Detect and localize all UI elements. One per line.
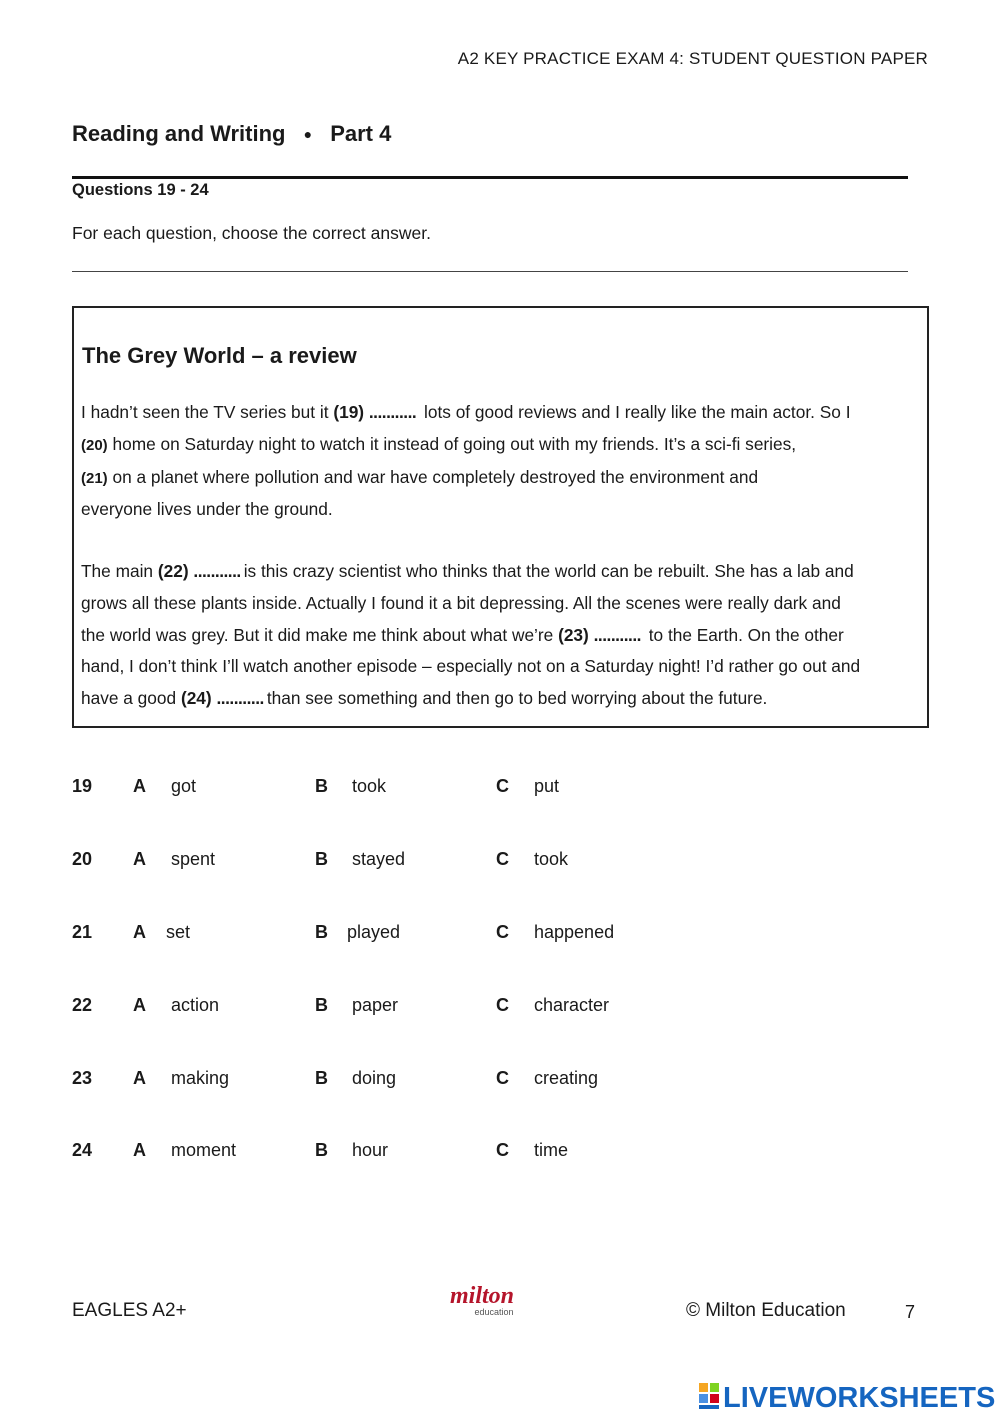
passage-line [81,494,926,526]
option-text[interactable]: paper [352,995,399,1015]
option-text[interactable]: took [534,849,569,869]
option-text[interactable]: doing [352,1068,397,1088]
section-title [72,121,391,147]
answer-gap[interactable]: ........... [593,624,641,645]
question-number: 19 [72,776,93,796]
liveworksheets-icon [699,1383,719,1409]
passage-line [81,620,926,652]
gap-number: (20) [81,436,108,454]
milton-education-logo [440,1283,525,1323]
option-text[interactable]: making [171,1068,230,1088]
option-letter[interactable]: B [315,776,328,796]
logo-subtitle: education [474,1307,514,1317]
gap-number: (24) [180,688,212,709]
passage-line [81,683,926,715]
review-paragraph-1 [81,397,926,526]
option-letter[interactable]: A [133,1140,146,1160]
question-number: 21 [72,922,93,942]
passage-text: I hadn’t seen the TV series but it [81,402,334,422]
question-row [0,776,1000,806]
liveworksheets-wordmark: LIVEWORKSHEETS [723,1382,996,1413]
option-letter[interactable]: A [133,849,146,869]
logo-wordmark: milton [449,1283,515,1309]
questions-range: Questions 19 - 24 [72,181,209,199]
passage-text: hand, I don’t think I’ll watch another episode – especially not on a Saturday night! I’d rather go out and [81,656,861,677]
option-letter[interactable]: B [315,995,328,1015]
option-letter[interactable]: C [496,1068,509,1088]
passage-text: have a good [81,688,181,709]
section-part: Part 4 [330,121,392,146]
divider-thin [72,271,908,272]
answer-gap[interactable]: ........... [193,561,241,581]
option-text[interactable]: put [534,776,560,796]
passage-text: The main [81,561,158,581]
option-letter[interactable]: C [496,1140,509,1160]
option-letter[interactable]: B [315,849,328,869]
option-text[interactable]: happened [534,922,615,942]
exam-header-title: A2 KEY PRACTICE EXAM 4: STUDENT QUESTION PAPER [457,49,928,68]
passage-text: lots of good reviews and I really like the main actor. So I [419,402,851,422]
question-number: 23 [72,1068,93,1088]
passage-line [81,651,926,683]
option-text[interactable]: hour [352,1140,389,1160]
option-text[interactable]: got [171,776,197,796]
instruction-text: For each question, choose the correct answer. [72,223,431,243]
option-text[interactable]: action [171,995,220,1015]
option-text[interactable]: time [534,1140,569,1160]
answer-gap[interactable]: ........... [368,402,417,422]
option-text[interactable]: took [352,776,387,796]
passage-line [81,462,926,495]
option-letter[interactable]: C [496,849,509,869]
option-text[interactable]: set [166,922,191,942]
option-letter[interactable]: B [315,1140,328,1160]
option-letter[interactable]: A [133,995,146,1015]
option-letter[interactable]: C [496,776,509,796]
option-text[interactable]: creating [534,1068,599,1088]
bullet-separator: ● [303,126,313,142]
passage-line [81,429,926,462]
option-letter[interactable]: B [315,922,328,942]
gap-number: (21) [81,469,108,487]
passage-line [81,588,926,620]
liveworksheets-logo [697,1377,997,1413]
page-number: 7 [905,1302,916,1322]
passage-line [81,397,926,429]
question-number: 22 [72,995,93,1015]
review-title: The Grey World – a review [82,343,357,368]
option-letter[interactable]: A [133,1068,146,1088]
passage-text: everyone lives under the ground. [81,499,333,520]
review-paragraph-2 [81,556,926,715]
passage-text: on a planet where pollution and war have completely destroyed the environment and [107,466,759,487]
gap-number: (19) [333,402,365,422]
section-name: Reading and Writing [72,121,286,146]
footer-course-label: EAGLES A2+ [72,1300,187,1321]
gap-number: (22) [157,561,189,581]
passage-text: than see something and then go to bed worrying about the future. [266,688,768,709]
passage-line [81,556,926,588]
option-text[interactable]: character [534,995,610,1015]
passage-text: home on Saturday night to watch it instead of going out with my friends. It’s a sci-fi series, [107,433,797,454]
option-letter[interactable]: B [315,1068,328,1088]
question-row [0,1140,1000,1170]
question-row [0,1068,1000,1098]
option-text[interactable]: stayed [352,849,406,869]
footer-copyright: © Milton Education [686,1300,846,1321]
passage-text: is this crazy scientist who thinks that the world can be rebuilt. She has a lab and [243,561,854,581]
option-text[interactable]: moment [171,1140,237,1160]
passage-text: the world was grey. But it did make me think about what we’re [81,624,559,645]
question-row [0,995,1000,1025]
option-letter[interactable]: A [133,922,146,942]
question-number: 20 [72,849,93,869]
passage-text: grows all these plants inside. Actually I found it a bit depressing. All the scenes were really dark and [81,592,841,613]
option-letter[interactable]: C [496,995,509,1015]
option-text[interactable]: spent [171,849,216,869]
divider-thick [72,176,908,179]
answer-gap[interactable]: ........... [216,688,264,709]
question-number: 24 [72,1140,93,1160]
passage-text: to the Earth. On the other [643,624,844,645]
option-letter[interactable]: C [496,922,509,942]
option-text[interactable]: played [347,922,401,942]
gap-number: (23) [558,624,589,645]
question-row [0,922,1000,952]
option-letter[interactable]: A [133,776,146,796]
question-row [0,849,1000,879]
